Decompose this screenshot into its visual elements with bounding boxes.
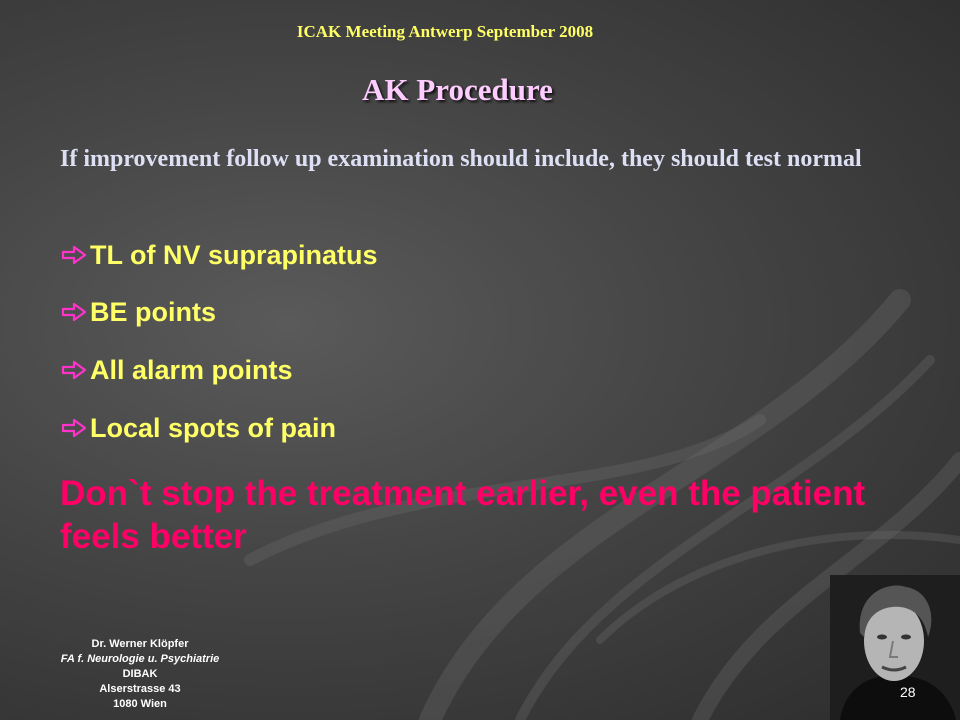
bullet-item (60, 292, 216, 332)
author-specialty: FA f. Neurologie u. Psychiatrie (60, 653, 220, 665)
author-info (20, 637, 260, 712)
bullet-text: TL of NV suprapinatus (90, 239, 378, 270)
hollow-arrow-right-icon (60, 358, 88, 382)
bullet-text: All alarm points (90, 354, 293, 385)
hollow-arrow-right-icon (60, 243, 88, 267)
author-name: Dr. Werner Klöpfer (91, 638, 189, 650)
hollow-arrow-right-icon (60, 300, 88, 324)
intro-text: If improvement follow up examination should include, they should test normal (60, 146, 862, 172)
hollow-arrow-right-icon (60, 416, 88, 440)
warning-text: Don`t stop the treatment earlier, even the patient feels better (60, 474, 866, 556)
author-city: 1080 Wien (113, 698, 167, 710)
meeting-header: ICAK Meeting Antwerp September 2008 (296, 22, 594, 41)
bullet-text: BE points (90, 296, 216, 327)
author-street: Alserstrasse 43 (99, 683, 181, 695)
bullet-item (60, 408, 336, 448)
author-portrait (830, 575, 960, 720)
bullet-text: Local spots of pain (90, 412, 337, 443)
author-org: DIBAK (122, 668, 158, 680)
bullet-item (60, 235, 378, 275)
slide-number: 28 (900, 684, 916, 700)
slide-title: AK Procedure (362, 72, 553, 107)
bullet-item (60, 350, 293, 390)
